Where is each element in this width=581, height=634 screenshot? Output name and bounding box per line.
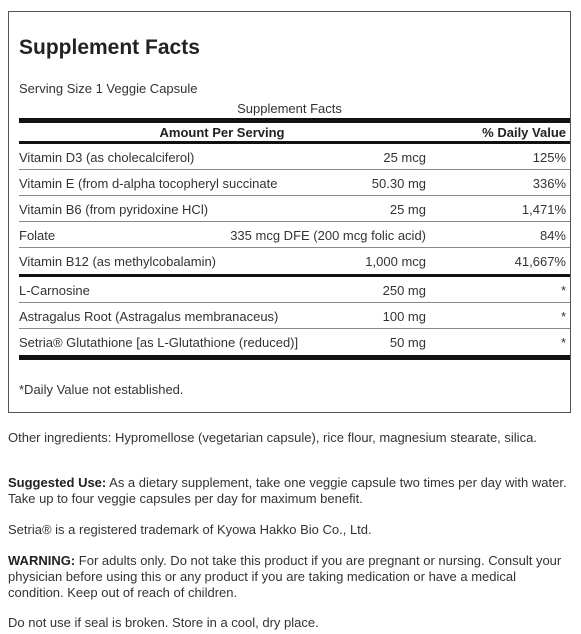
nutrient-name: Vitamin B6 (from pyridoxine HCl) <box>19 202 209 217</box>
warning <box>8 553 568 601</box>
nutrient-dv: 41,667% <box>514 254 566 269</box>
table-row <box>19 170 570 196</box>
nutrient-amount: 50.30 mg <box>371 176 426 191</box>
table-row <box>19 196 570 222</box>
nutrient-dv: 1,471% <box>521 202 566 217</box>
bottom-divider <box>19 355 570 360</box>
warning-label: WARNING: <box>8 553 76 568</box>
nutrient-name: Astragalus Root (Astragalus membranaceus) <box>19 309 279 324</box>
table-header <box>19 123 570 141</box>
nutrient-name: Vitamin D3 (as cholecalciferol) <box>19 150 195 165</box>
trademark-note: Setria® is a registered trademark of Kyowa Hakko Bio Co., Ltd. <box>8 522 372 537</box>
nutrient-name: Vitamin B12 (as methylcobalamin) <box>19 254 217 269</box>
nutrient-name: Folate <box>19 228 56 243</box>
daily-value-footnote: *Daily Value not established. <box>19 382 184 397</box>
facts-title: Supplement Facts <box>19 36 200 59</box>
nutrient-dv: 84% <box>539 228 566 243</box>
suggested-use-text: As a dietary supplement, take one veggie capsule two times per day with water. Take up to four veggie capsules per day for maximum benefit. <box>8 475 567 506</box>
warning-text: For adults only. Do not take this product if you are pregnant or nursing. Consult your physician before using this or any product if you are taking medication or have a medical condition. Keep out of reach of children. <box>8 553 562 600</box>
nutrient-amount: 250 mg <box>382 283 426 298</box>
other-ingredients: Other ingredients: Hypromellose (vegetarian capsule), rice flour, magnesium stearate, silica. <box>8 430 537 445</box>
table-row <box>19 303 570 329</box>
serving-size: Serving Size 1 Veggie Capsule <box>19 81 198 96</box>
nutrient-amount: 25 mg <box>389 202 426 217</box>
suggested-use-label: Suggested Use: <box>8 475 107 490</box>
nutrient-dv: * <box>560 283 566 298</box>
header-daily-value: % Daily Value <box>482 125 566 140</box>
table-row <box>19 248 570 274</box>
table-caption: Supplement Facts <box>237 101 342 116</box>
facts-table <box>19 118 570 360</box>
nutrient-amount: 1,000 mcg <box>365 254 426 269</box>
nutrient-amount: 50 mg <box>389 335 426 350</box>
header-amount: Amount Per Serving <box>159 125 285 140</box>
nutrient-name: Vitamin E (from d-alpha tocopheryl succinate <box>19 176 278 191</box>
table-row <box>19 277 570 303</box>
nutrient-amount: 100 mg <box>382 309 426 324</box>
suggested-use <box>8 475 568 507</box>
table-row <box>19 222 570 248</box>
nutrient-amount: 335 mcg DFE (200 mcg folic acid) <box>230 228 426 243</box>
nutrient-dv: * <box>560 309 566 324</box>
table-row <box>19 144 570 170</box>
nutrient-name: L-Carnosine <box>19 283 90 298</box>
nutrient-dv: 336% <box>532 176 566 191</box>
supplement-facts-panel <box>8 11 571 413</box>
nutrient-amount: 25 mcg <box>383 150 426 165</box>
nutrient-dv: * <box>560 335 566 350</box>
nutrient-dv: 125% <box>532 150 566 165</box>
table-row <box>19 329 570 355</box>
seal-notice: Do not use if seal is broken. Store in a cool, dry place. <box>8 615 319 630</box>
nutrient-name: Setria® Glutathione [as L-Glutathione (reduced)] <box>19 335 299 350</box>
